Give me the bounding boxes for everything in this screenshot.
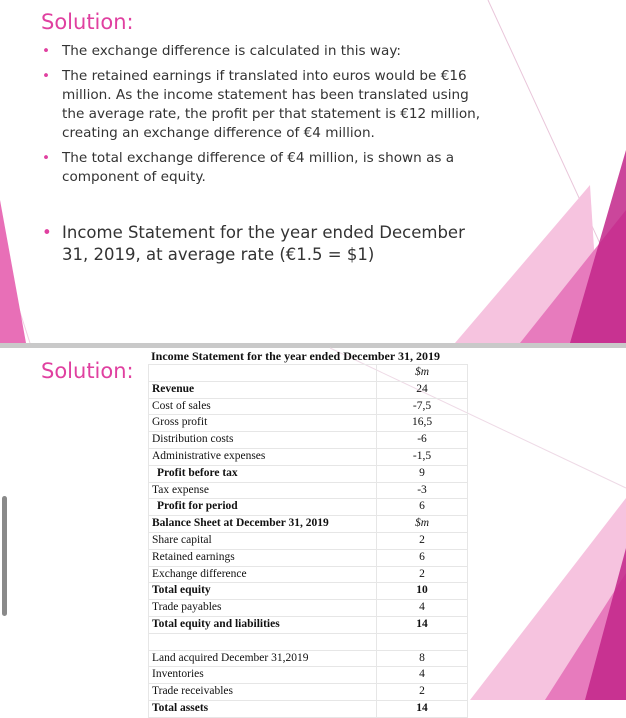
- bullet-item: • The retained earnings if translated into euros would be €16 million. As the income statement has been translated using the average rate, the profit per that statement is €12 million, creating an exchange difference of €4 million.: [42, 68, 481, 141]
- table-row: Gross profit 16,5: [149, 415, 468, 432]
- table-row: Cost of sales -7,5: [149, 398, 468, 415]
- bullet-item: • Income Statement for the year ended December 31, 2019, at average rate (€1.5 = $1): [42, 223, 465, 264]
- table-row: Share capital 2: [149, 532, 468, 549]
- table-row: Distribution costs -6: [149, 432, 468, 449]
- bullet-item: • The total exchange difference of €4 million, is shown as a component of equity.: [42, 150, 455, 185]
- table-row: Profit before tax 9: [149, 465, 468, 482]
- table-row: Administrative expenses -1,5: [149, 448, 468, 465]
- slide-1: [0, 0, 626, 343]
- table-row: Tax expense -3: [149, 482, 468, 499]
- slide-2-title: Solution:: [41, 359, 134, 383]
- income-statement-table: [148, 364, 468, 718]
- table-row: Retained earnings 6: [149, 549, 468, 566]
- table-row: Land acquired December 31,2019 8: [149, 650, 468, 667]
- table-row: [149, 633, 468, 650]
- table-row: Exchange difference 2: [149, 566, 468, 583]
- table-row: Profit for period 6: [149, 499, 468, 516]
- table-row: Total equity 10: [149, 583, 468, 600]
- slide-2: [0, 348, 626, 714]
- scrollbar-thumb[interactable]: [2, 496, 7, 616]
- table-row: Total equity and liabilities 14: [149, 616, 468, 633]
- table-row: Balance Sheet at December 31, 2019 $m: [149, 516, 468, 533]
- table-row: Inventories 4: [149, 667, 468, 684]
- bullet-item: • The exchange difference is calculated in this way:: [42, 43, 401, 59]
- bullet-list: [38, 42, 483, 193]
- table-row: $m: [149, 365, 468, 382]
- table-row: Revenue 24: [149, 381, 468, 398]
- table-heading: Income Statement for the year ended December 31, 2019: [151, 349, 440, 363]
- table-row: Total assets 14: [149, 700, 468, 717]
- slide-1-title: Solution:: [41, 10, 134, 34]
- big-bullet-list: [38, 222, 468, 266]
- table-row: Trade receivables 2: [149, 684, 468, 701]
- table-row: Trade payables 4: [149, 600, 468, 617]
